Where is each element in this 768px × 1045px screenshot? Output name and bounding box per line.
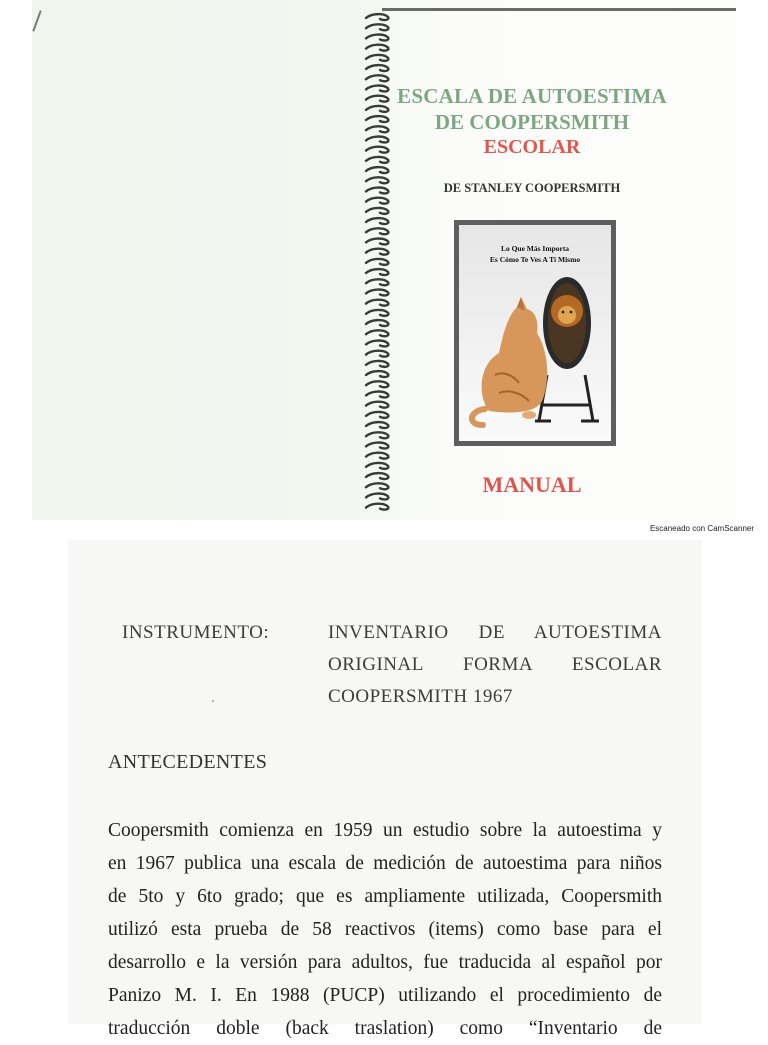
paragraph-line: desarrollo e la versión para adultos, fue traducida al español por bbox=[108, 952, 662, 973]
spiral-coil bbox=[366, 259, 388, 265]
pencil-mark bbox=[32, 10, 41, 31]
spiral-coil bbox=[366, 228, 388, 234]
cover-title-line2: DE COOPERSMITH bbox=[434, 110, 630, 134]
spiral-coil bbox=[366, 412, 388, 418]
section-heading: ANTECEDENTES bbox=[108, 751, 268, 773]
spiral-coil bbox=[366, 218, 388, 224]
spiral-coil bbox=[366, 35, 388, 41]
paragraph-line: utilizó esta prueba de 58 reactivos (items) como base para el bbox=[108, 919, 662, 940]
paragraph-line: traducción doble (back traslation) como “Inventario de bbox=[108, 1018, 662, 1039]
poster-caption-line2: Es Cómo Te Ves A Ti Mismo bbox=[489, 255, 581, 264]
spiral-coil bbox=[366, 371, 388, 377]
camscanner-watermark: Escaneado con CamScanner bbox=[649, 524, 754, 533]
paragraph-line: en 1967 publica una escala de medición de autoestima para niños bbox=[108, 853, 662, 874]
spiral-coil bbox=[366, 402, 388, 408]
paragraph-line: Panizo M. I. En 1988 (PUCP) utilizando el procedimiento de bbox=[108, 985, 662, 1006]
spiral-coil bbox=[366, 249, 388, 255]
spiral-coil bbox=[366, 269, 388, 275]
spiral-coil bbox=[366, 290, 388, 296]
poster-caption bbox=[459, 243, 611, 265]
spiral-coil bbox=[366, 45, 388, 51]
spiral-coil bbox=[366, 463, 388, 469]
spiral-coil bbox=[366, 65, 388, 71]
page-edge bbox=[382, 8, 736, 11]
spiral-coil bbox=[366, 279, 388, 285]
spiral-coil bbox=[366, 392, 388, 398]
instrument-line-1: INVENTARIO DE AUTOESTIMA bbox=[328, 622, 662, 643]
spiral-coil bbox=[366, 422, 388, 428]
spiral-coil bbox=[366, 300, 388, 306]
cover-scan bbox=[32, 0, 736, 520]
instrument-label: INSTRUMENTO: bbox=[122, 622, 270, 643]
scan-speck bbox=[212, 700, 214, 702]
body-paragraph bbox=[108, 814, 662, 1045]
spiral-coil bbox=[366, 55, 388, 61]
spiral-coil bbox=[366, 341, 388, 347]
spiral-coil bbox=[366, 330, 388, 336]
cover-poster bbox=[454, 220, 616, 446]
cover-manual-label: MANUAL bbox=[482, 472, 582, 497]
instrument-line-3: COOPERSMITH 1967 bbox=[328, 686, 513, 707]
spiral-coil bbox=[366, 381, 388, 387]
poster-caption-line1: Lo Que Más Importa bbox=[500, 244, 570, 253]
spiral-coil bbox=[366, 504, 388, 510]
spiral-coil bbox=[366, 432, 388, 438]
spiral-coil bbox=[366, 198, 388, 204]
spiral-coil bbox=[366, 310, 388, 316]
paragraph-line: de 5to y 6to grado; que es ampliamente utilizada, Coopersmith bbox=[108, 886, 662, 907]
spiral-coil bbox=[366, 453, 388, 459]
spiral-coil bbox=[366, 443, 388, 449]
cover-title-line3: ESCOLAR bbox=[483, 136, 581, 158]
spiral-coil bbox=[366, 320, 388, 326]
spiral-coil bbox=[366, 351, 388, 357]
cover-author: DE STANLEY COOPERSMITH bbox=[443, 181, 621, 195]
spiral-coil bbox=[366, 14, 388, 20]
instrument-line-2: ORIGINAL FORMA ESCOLAR bbox=[328, 654, 662, 675]
spiral-coil bbox=[366, 239, 388, 245]
spiral-coil bbox=[366, 75, 388, 81]
spiral-coil bbox=[366, 24, 388, 30]
cover-title-line1: ESCALA DE AUTOESTIMA bbox=[397, 84, 667, 108]
spiral-coil bbox=[366, 167, 388, 173]
spiral-coil bbox=[366, 208, 388, 214]
spiral-coil bbox=[366, 361, 388, 367]
paragraph-line: Coopersmith comienza en 1959 un estudio sobre la autoestima y bbox=[108, 820, 662, 841]
